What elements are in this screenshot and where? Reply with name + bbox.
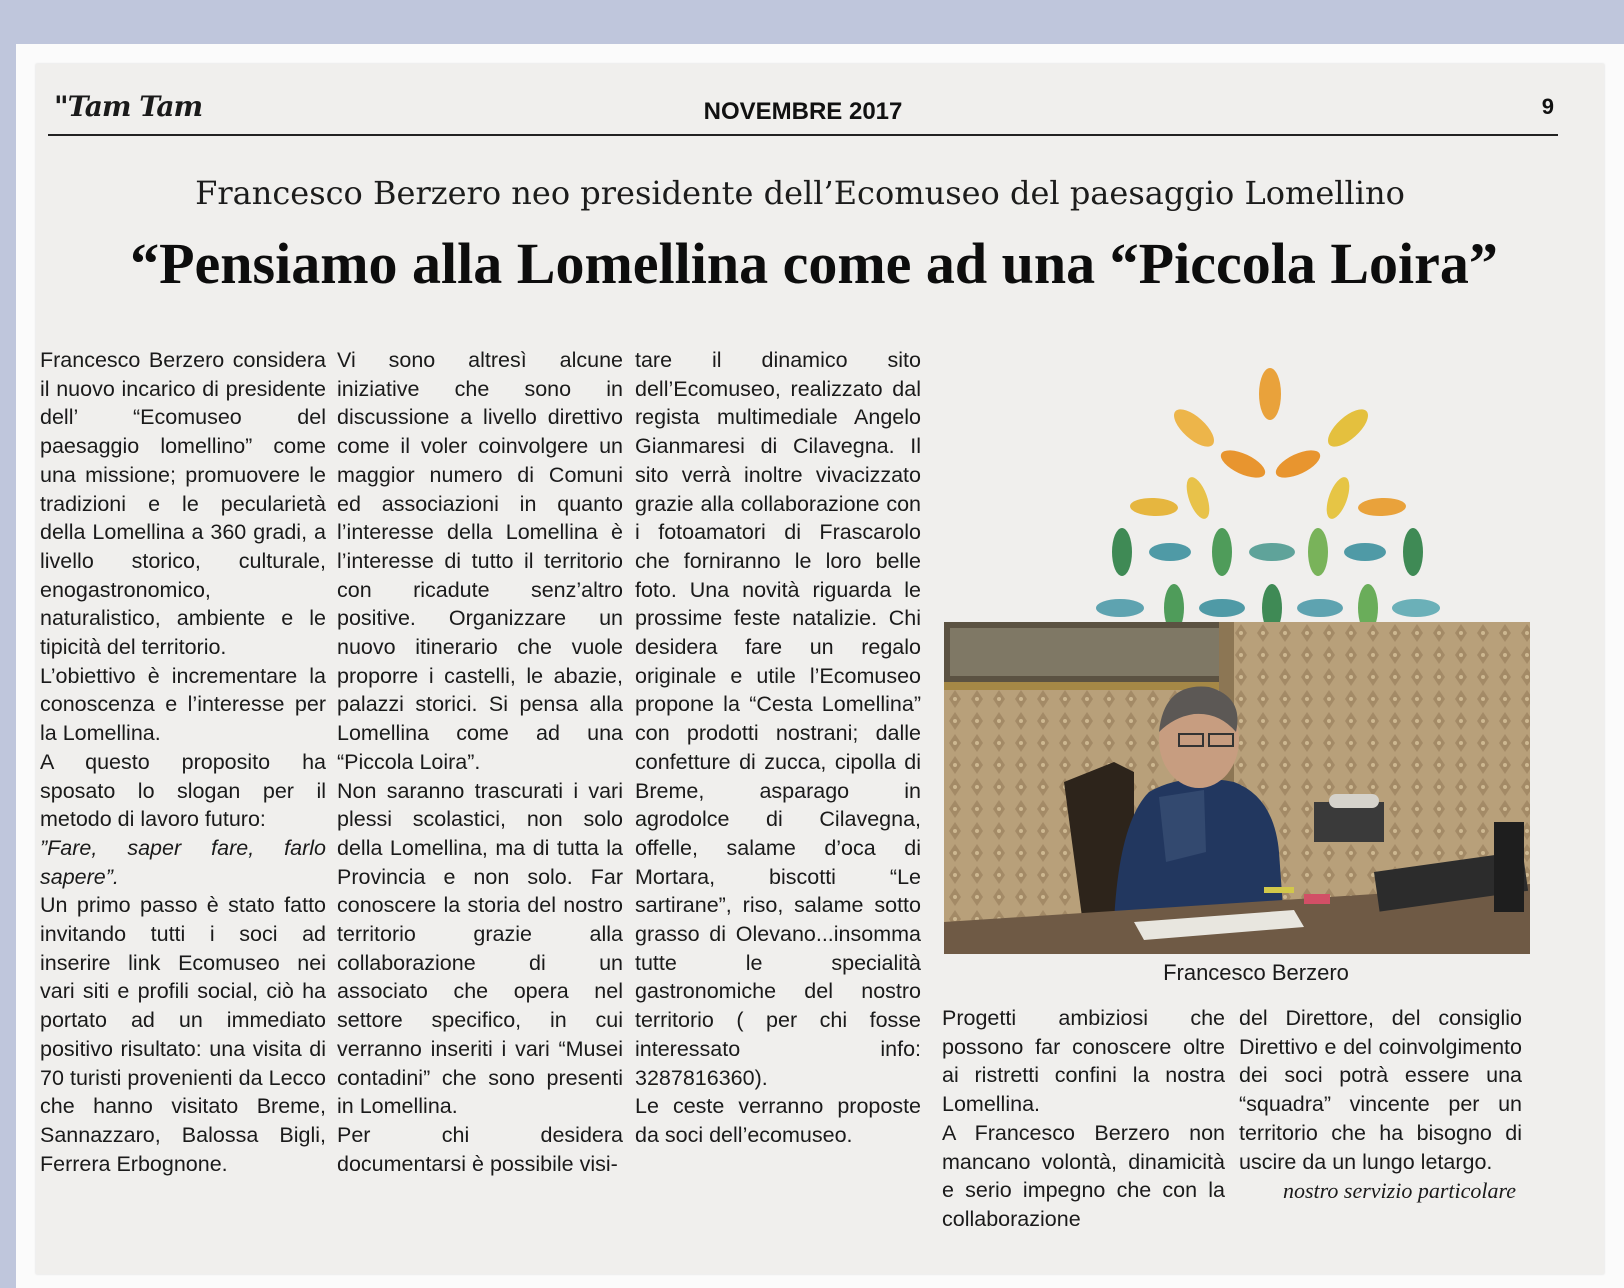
paragraph: Un primo passo è stato fatto invitando tutti i soci ad inserire link Ecomuseo nei vari siti e profili social, ciò ha portato ad un immediato positivo risultato: una visita di 70 turisti provenienti da Lecco che hanno visitato Breme, Sannazzaro, Balossa Bigli, Ferrera Erbognone. (40, 893, 326, 1176)
byline: nostro servizio particolare (1282, 1178, 1516, 1204)
scan-background (16, 44, 1624, 1288)
article-headline: “Pensiamo alla Lomellina come ad una “Piccola Loira” (130, 231, 1498, 296)
newspaper-logo: "Tam Tam (54, 90, 203, 123)
slogan: ”Fare, saper fare, farlo sapere”. (40, 835, 326, 889)
article-kicker: Francesco Berzero neo presidente dell’Ecomuseo del paesaggio Lomellino (195, 174, 1405, 212)
paragraph: L’obiettivo è incrementare la conoscenza e l’interesse per la Lomellina. (40, 663, 326, 746)
paragraph: Francesco Berzero considera il nuovo incarico di presidente dell’ “Ecomuseo del paesaggio lomellino” come una missione; promuovere le tradizioni e le pecularietà della Lomellina a 360 gradi, a livello storico, culturale, enogastronomico, naturalistico, ambiente e le tipicità del territorio. (40, 348, 326, 660)
article-column-5 (1239, 1004, 1522, 1206)
orange-petals (1130, 368, 1407, 522)
green-teal-leaves (1096, 528, 1440, 632)
paragraph: Non saranno trascurati i vari plessi scolastici, non solo della Lomellina, ma di tutta la Provincia e non solo. Far conoscere la storia del nostro territorio grazie alla collaborazione di un associato che opera nel settore specifico, in cui verranno inseriti i vari “Musei contadini” che sono presenti in Lomellina. (337, 778, 623, 1119)
newspaper-page (36, 64, 1604, 1274)
page-number: 9 (1541, 94, 1554, 119)
article-column-3 (635, 346, 921, 1150)
paragraph: Progetti ambiziosi che possono far conoscere oltre ai ristretti confini la nostra Lomellina. (942, 1006, 1225, 1117)
masthead (48, 82, 1558, 136)
paragraph: Vi sono altresì alcune iniziative che sono in discussione a livello direttivo come il voler coinvolgere un maggior numero di Comuni ed associazioni in quanto l’interesse della Lomellina è l’interesse di tutto il territorio con ricadute senz’altro positive. Organizzare un nuovo itinerario che vuole proporre i castelli, le abazie, palazzi storici. Si pensa alla Lomellina come ad una “Piccola Loira”. (337, 348, 623, 774)
paragraph: Le ceste verranno proposte da soci dell’ecomuseo. (635, 1094, 921, 1147)
paragraph: A Francesco Berzero non mancano volontà, dinamicità e serio impegno che con la collaborazione (942, 1120, 1225, 1231)
paragraph: A questo proposito ha sposato lo slogan per il metodo di lavoro futuro: (40, 749, 326, 832)
paragraph: Per chi desidera documentarsi è possibile visi- (337, 1122, 623, 1176)
paragraph: del Direttore, del consiglio Direttivo e del coinvolgimento dei soci potrà essere una “squadra” vincente per un territorio che ha bisogno di uscire da un lungo letargo. (1239, 1006, 1522, 1174)
photo-caption: Francesco Berzero (1163, 960, 1349, 985)
article-column-4 (942, 1004, 1225, 1234)
article-column-2 (337, 346, 623, 1178)
issue-date: NOVEMBRE 2017 (703, 98, 903, 125)
portrait-photo (944, 622, 1530, 954)
ecomuseo-logo (1080, 352, 1460, 632)
article-column-1 (40, 346, 326, 1178)
paragraph: tare il dinamico sito dell’Ecomuseo, realizzato dal regista multimediale Angelo Gianmaresi di Cilavegna. Il sito verrà inoltre vivacizzato grazie alla collaborazione con i fotoamatori di Frascarolo che forniranno le loro belle foto. Una novità riguarda le prossime feste natalizie. Chi desidera fare un regalo originale e utile l’Ecomuseo propone la “Cesta Lomellina” con prodotti nostrani; dalle confetture di zucca, cipolla di Breme, asparago in agrodolce di Cilavegna, offelle, salame d’oca di Mortara, biscotti “Le sartirane”, riso, salame sotto grasso di Olevano...insomma tutte le specialità gastronomiche del nostro territorio ( per chi fosse interessato info: 3287816360). (635, 348, 921, 1090)
